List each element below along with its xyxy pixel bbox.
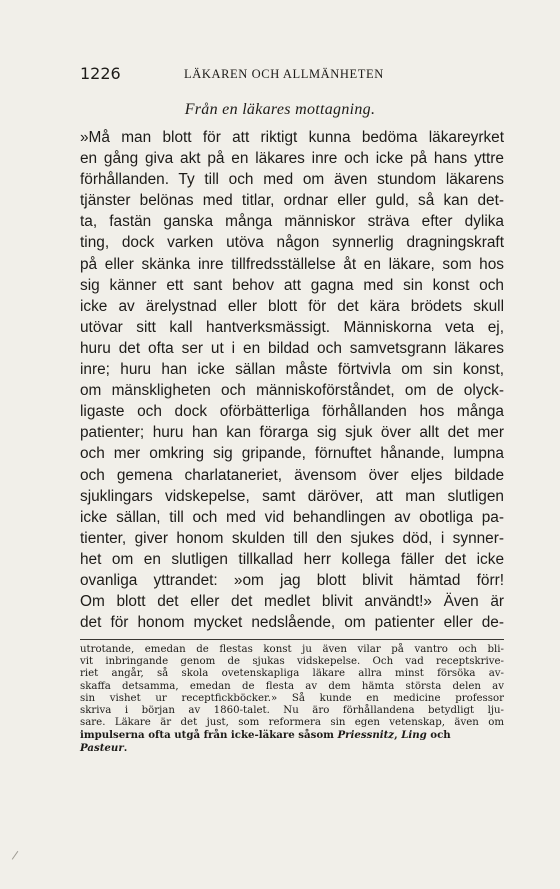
footnote-final-line-2	[80, 742, 504, 754]
body-line: på eller skänka inre tillfredsställelse åt en läkare, som hos	[80, 255, 504, 273]
body-line: icke av ärelystnad eller blott för det kära brödets skull	[80, 297, 504, 315]
footnote-name-ling: Ling	[401, 729, 427, 742]
body-line: icke sällan, till och med vid behandlingen av obotliga pa-	[80, 508, 504, 526]
footnote-name-pasteur: Pasteur	[80, 741, 124, 754]
body-line: och gemena charlataneriet, ävensom över eljes bildade	[80, 466, 504, 484]
running-head	[80, 64, 506, 84]
body-line: och mer omkring sig gripande, förnuftet hånande, lumpna	[80, 445, 504, 463]
footnote-final-prefix: impulserna ofta utgå från icke-läkare såsom	[80, 729, 338, 742]
footnote-separator: och	[426, 729, 451, 742]
body-line: huru det ofta ser ut i en bildad och samvetsgrann läkares	[80, 339, 504, 357]
body-line: ta, fastän ganska många människor sträva efter dylika	[80, 213, 504, 231]
footnote-line: skaffa detsamma, emedan de flesta av dem hämta största delen av	[80, 680, 504, 692]
margin-mark	[12, 851, 23, 863]
footnote-end: .	[123, 741, 128, 754]
body-line: het om en slutligen tillkallad herr kollega fäller det icke	[80, 550, 504, 568]
footnote-line: vit inbringande genom de sjukas vidskepelse. Och vad receptskrive-	[80, 656, 504, 668]
body-line: Om blott det eller det medlet blivit användt!» Även är	[80, 593, 504, 611]
footnote-line: skriva i början av 1860-talet. Nu äro förhållandena betydligt lju-	[80, 704, 504, 716]
footnote-name-priessnitz: Priessnitz	[337, 729, 395, 742]
footnote-line: sare. Läkare är det just, som reformera sin egen vetenskap, även om	[80, 717, 504, 729]
body-line: tienter, giver honom skulden till den sjukes död, i synner-	[80, 529, 504, 547]
body-line: om mänskligheten och människoförståndet, om de olyck-	[80, 382, 504, 400]
footnote-separator: ,	[394, 729, 402, 742]
body-line: inre; huru han icke sällan måste förtvivla om sin konst,	[80, 361, 504, 379]
body-line: ligaste och dock oförbätterliga förhållanden hos många	[80, 403, 504, 421]
body-line: förhållanden. Ty till och med om även stundom läkarens	[80, 171, 504, 189]
body-line: utövar sitt kall hantverksmässigt. Människorna veta ej,	[80, 318, 504, 336]
footnote-divider	[80, 639, 504, 640]
footnote-line: riet angår, så skola ovetenskapliga läkare allra minst försöka av-	[80, 668, 504, 680]
body-line: ovanliga yttrandet: »om jag blott blivit hämtad förr!	[80, 571, 504, 589]
footnote-final-line	[80, 729, 504, 741]
body-line: sjuklingars vidskepelse, samt däröver, att man slutligen	[80, 487, 504, 505]
body-line: »Må man blott för att riktigt kunna bedöma läkareyrket	[80, 129, 504, 146]
body-line: ting, dock varken utöva någon synnerlig dragningskraft	[80, 234, 504, 252]
body-line: det för honom mycket nedslående, om patienter eller de-	[80, 614, 504, 632]
body-line: tjänster belönas med titlar, ordnar eller guld, så kan det-	[80, 192, 504, 210]
footnote	[80, 644, 504, 754]
body-line: en gång giva akt på en läkares inre och icke på hans yttre	[80, 150, 504, 168]
footnote-line: sin vishet ur receptfickböcker.» Så kunde en medicine professor	[80, 692, 504, 704]
running-title: LÄKAREN OCH ALLMÄNHETEN	[184, 67, 384, 81]
footnote-line: utrotande, emedan de flestas konst ju även vilar på vantro och bli-	[80, 644, 504, 655]
body-text	[80, 127, 504, 633]
section-title: Från en läkares mottagning.	[184, 101, 376, 118]
body-line: patienter; huru han kan förarga sig sjuk över allt det mer	[80, 424, 504, 442]
body-line: sig känner ett sant behov att gagna med sin konst och	[80, 276, 504, 294]
page-number: 1226	[80, 64, 121, 83]
